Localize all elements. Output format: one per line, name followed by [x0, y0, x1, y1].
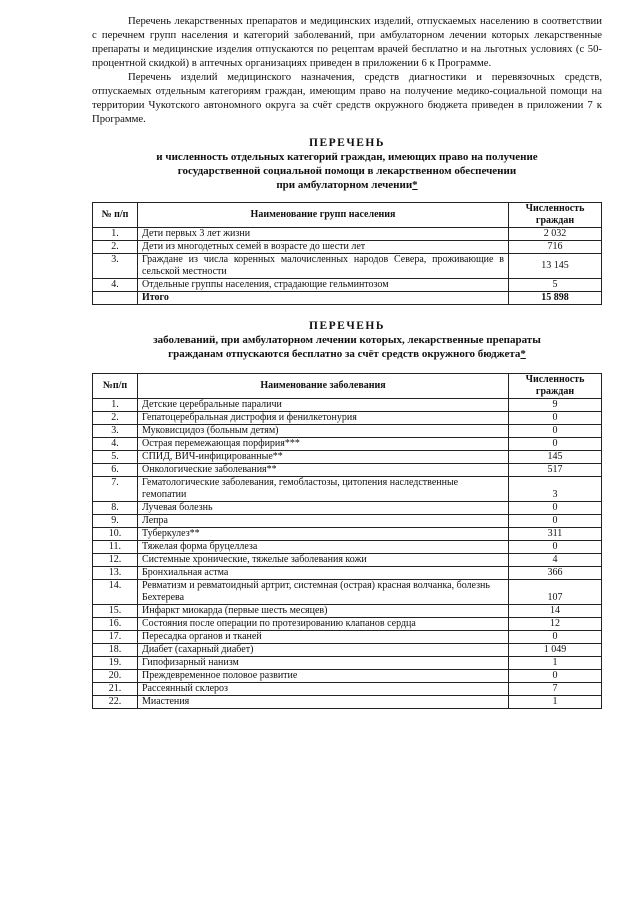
section2-subtitle-line2	[92, 347, 602, 361]
row-name: Детские церебральные параличи	[138, 399, 509, 412]
population-groups-table	[92, 202, 602, 305]
table-row	[93, 683, 602, 696]
row-name: Гипофизарный нанизм	[138, 657, 509, 670]
total-label: Итого	[138, 292, 509, 305]
row-name: Острая перемежающая порфирия***	[138, 438, 509, 451]
row-name: Инфаркт миокарда (первые шесть месяцев)	[138, 605, 509, 618]
row-num: 15.	[93, 605, 138, 618]
section1-subtitle-line3	[92, 178, 602, 192]
table-header-row	[93, 203, 602, 228]
row-name: Гепатоцеребральная дистрофия и фенилкетонурия	[138, 412, 509, 425]
row-num: 10.	[93, 528, 138, 541]
row-num: 12.	[93, 554, 138, 567]
row-count: 0	[509, 631, 602, 644]
row-count: 0	[509, 541, 602, 554]
row-name: Бронхиальная астма	[138, 567, 509, 580]
row-name: Пересадка органов и тканей	[138, 631, 509, 644]
table-row	[93, 605, 602, 618]
table-row	[93, 696, 602, 709]
table-row	[93, 554, 602, 567]
section1-subtitle-text: при амбулаторном лечении	[276, 179, 413, 191]
row-count: 517	[509, 464, 602, 477]
section1-heading	[92, 136, 602, 192]
row-num: 20.	[93, 670, 138, 683]
row-num: 3.	[93, 254, 138, 279]
row-name: Муковисцидоз (больным детям)	[138, 425, 509, 438]
table-row	[93, 254, 602, 279]
row-num: 1.	[93, 399, 138, 412]
col-header-count: Численность граждан	[509, 203, 602, 228]
row-num: 4.	[93, 438, 138, 451]
table-row	[93, 477, 602, 502]
row-count: 0	[509, 412, 602, 425]
row-count: 7	[509, 683, 602, 696]
row-num: 7.	[93, 477, 138, 502]
row-num: 4.	[93, 279, 138, 292]
row-name: Гематологические заболевания, гемобластозы, цитопения наследственные гемопатии	[138, 477, 509, 502]
row-count: 107	[509, 580, 602, 605]
row-name: Состояния после операции по протезированию клапанов сердца	[138, 618, 509, 631]
section1-subtitle-line1: и численность отдельных категорий граждан, имеющих право на получение	[156, 151, 538, 163]
row-name: Лепра	[138, 515, 509, 528]
table-row	[93, 580, 602, 605]
col-header-name: Наименование групп населения	[138, 203, 509, 228]
table-row	[93, 399, 602, 412]
table-row	[93, 541, 602, 554]
table-row	[93, 279, 602, 292]
section1-footnote-link[interactable]: *	[412, 179, 418, 191]
row-name: Дети первых 3 лет жизни	[138, 228, 509, 241]
row-num: 11.	[93, 541, 138, 554]
row-count: 1 049	[509, 644, 602, 657]
table-row	[93, 412, 602, 425]
row-count: 2 032	[509, 228, 602, 241]
row-name: Туберкулез**	[138, 528, 509, 541]
total-num-cell	[93, 292, 138, 305]
row-num: 17.	[93, 631, 138, 644]
row-count: 1	[509, 657, 602, 670]
row-num: 5.	[93, 451, 138, 464]
col-header-count: Численность граждан	[509, 374, 602, 399]
col-header-num: №п/п	[93, 374, 138, 399]
row-num: 18.	[93, 644, 138, 657]
table-row	[93, 228, 602, 241]
table-row	[93, 502, 602, 515]
row-count: 14	[509, 605, 602, 618]
document-page	[92, 14, 602, 709]
row-num: 9.	[93, 515, 138, 528]
section2-subtitle-line1: заболеваний, при амбулаторном лечении которых, лекарственные препараты	[153, 334, 541, 346]
row-count: 0	[509, 438, 602, 451]
row-name: Лучевая болезнь	[138, 502, 509, 515]
table-row	[93, 631, 602, 644]
section1-title: ПЕРЕЧЕНЬ	[309, 137, 385, 149]
section2-subtitle-text: гражданам отпускаются бесплатно за счёт средств окружного бюджета	[168, 348, 521, 360]
table-row	[93, 528, 602, 541]
row-name: Диабет (сахарный диабет)	[138, 644, 509, 657]
table-row	[93, 438, 602, 451]
row-num: 3.	[93, 425, 138, 438]
table-row	[93, 515, 602, 528]
row-name: Системные хронические, тяжелые заболевания кожи	[138, 554, 509, 567]
total-count: 15 898	[509, 292, 602, 305]
intro-paragraph-2: Перечень изделий медицинского назначения, средств диагностики и перевязочных средств, отпускаемых отдельным категориям граждан, имеющим право на получение медико-социальной помощи на территории Чукотского автономного округа за счёт средств окружного бюджета приведен в приложении 7 к Программе.	[92, 71, 602, 125]
row-num: 16.	[93, 618, 138, 631]
row-count: 5	[509, 279, 602, 292]
row-num: 22.	[93, 696, 138, 709]
table-row	[93, 425, 602, 438]
row-num: 8.	[93, 502, 138, 515]
table-row	[93, 567, 602, 580]
row-num: 1.	[93, 228, 138, 241]
col-header-num: № п/п	[93, 203, 138, 228]
table-row	[93, 657, 602, 670]
row-count: 716	[509, 241, 602, 254]
row-num: 19.	[93, 657, 138, 670]
row-name: Тяжелая форма бруцеллеза	[138, 541, 509, 554]
table-row	[93, 670, 602, 683]
intro-paragraph-1: Перечень лекарственных препаратов и медицинских изделий, отпускаемых населению в соответствии с перечнем групп населения и категорий заболеваний, при амбулаторном лечении которых лекарственные препараты и медицинские изделия отпускаются по рецептам врачей бесплатно и на льготных условиях (с 50-процентной скидкой) в аптечных организациях приведен в приложении 6 к Программе.	[92, 15, 602, 69]
row-count: 9	[509, 399, 602, 412]
row-num: 13.	[93, 567, 138, 580]
row-count: 13 145	[509, 254, 602, 279]
row-count: 3	[509, 477, 602, 502]
table-total-row	[93, 292, 602, 305]
table-row	[93, 451, 602, 464]
row-count: 145	[509, 451, 602, 464]
row-num: 21.	[93, 683, 138, 696]
row-count: 4	[509, 554, 602, 567]
row-num: 2.	[93, 412, 138, 425]
row-count: 0	[509, 502, 602, 515]
section2-footnote-link[interactable]: *	[520, 348, 526, 360]
row-count: 366	[509, 567, 602, 580]
row-num: 2.	[93, 241, 138, 254]
table-header-row	[93, 374, 602, 399]
row-num: 14.	[93, 580, 138, 605]
table-row	[93, 618, 602, 631]
row-count: 0	[509, 670, 602, 683]
row-name: СПИД, ВИЧ-инфицированные**	[138, 451, 509, 464]
row-count: 0	[509, 425, 602, 438]
row-count: 1	[509, 696, 602, 709]
section2-title: ПЕРЕЧЕНЬ	[309, 320, 385, 332]
row-name: Отдельные группы населения, страдающие гельминтозом	[138, 279, 509, 292]
section1-subtitle-line2: государственной социальной помощи в лекарственном обеспечении	[177, 165, 517, 177]
table-row	[93, 241, 602, 254]
col-header-name: Наименование заболевания	[138, 374, 509, 399]
table-row	[93, 464, 602, 477]
row-count: 0	[509, 515, 602, 528]
row-count: 12	[509, 618, 602, 631]
section2-heading	[92, 319, 602, 361]
row-name: Преждевременное половое развитие	[138, 670, 509, 683]
row-name: Дети из многодетных семей в возрасте до шести лет	[138, 241, 509, 254]
table-row	[93, 644, 602, 657]
row-name: Рассеянный склероз	[138, 683, 509, 696]
row-name: Онкологические заболевания**	[138, 464, 509, 477]
diseases-table	[92, 373, 602, 709]
row-count: 311	[509, 528, 602, 541]
row-num: 6.	[93, 464, 138, 477]
row-name: Миастения	[138, 696, 509, 709]
row-name: Ревматизм и ревматоидный артрит, системная (острая) красная волчанка, болезнь Бехтерева	[138, 580, 509, 605]
row-name: Граждане из числа коренных малочисленных народов Севера, проживающие в сельской местности	[138, 254, 509, 279]
